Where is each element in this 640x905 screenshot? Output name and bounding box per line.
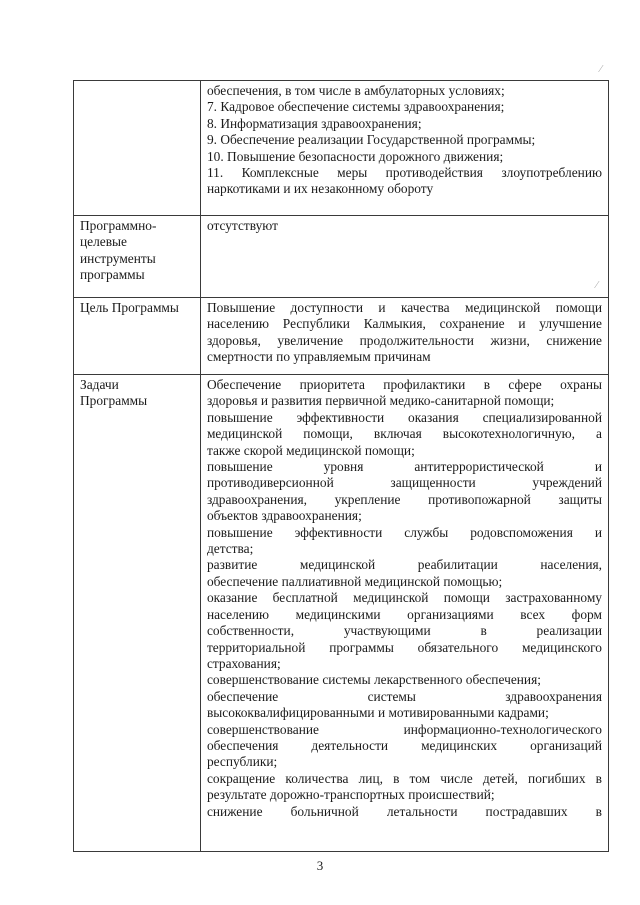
text-line: повышение эффективности службы родовспоможения и xyxy=(206,524,602,540)
text-line: наркотиками и их незаконному обороту xyxy=(206,181,434,197)
text-line: 11. Комплексные меры противодействия злоупотреблению xyxy=(206,165,602,181)
label-line: инструменты xyxy=(80,250,156,266)
text-line: противодиверсионной защищенности учреждений xyxy=(206,475,602,491)
label-line: целевые xyxy=(80,234,127,250)
text-line: обеспечения деятельности медицинских организаций xyxy=(206,737,602,753)
text-line: собственности, участвующими в реализации xyxy=(206,623,602,639)
text-line: оказание бесплатной медицинской помощи застрахованному xyxy=(206,590,602,606)
table-row xyxy=(74,216,609,298)
text-line: 9. Обеспечение реализации Государственной программы; xyxy=(206,132,536,148)
text-line: Обеспечение приоритета профилактики в сфере охраны xyxy=(206,377,602,392)
label-line: Цель Программы xyxy=(80,300,179,315)
text-line: 10. Повышение безопасности дорожного движения; xyxy=(206,148,504,164)
row-label xyxy=(74,216,201,298)
text-line: объектов здравоохранения; xyxy=(206,508,362,524)
text-line: медицинской помощи, включая высокотехнологичную, а xyxy=(206,426,602,442)
table-row xyxy=(74,375,609,852)
text-line: результате дорожно-транспортных происшествий; xyxy=(206,787,495,803)
text-line: обеспечение системы здравоохранения xyxy=(206,688,602,704)
label-line: Программы xyxy=(80,393,148,409)
text-line: снижение больничной летальности пострадавших в xyxy=(206,803,602,819)
text-line: обеспечения, в том числе в амбулаторных условиях; xyxy=(206,83,505,98)
text-line: страхования; xyxy=(206,655,281,671)
text-line: повышение эффективности оказания специализированной xyxy=(206,409,602,425)
scan-mark: ⁄ xyxy=(600,64,602,75)
text-line: повышение уровня антитеррористической и xyxy=(206,459,602,475)
text-line: обеспечение паллиативной медицинской помощью; xyxy=(206,573,503,589)
label-line: программы xyxy=(80,267,145,283)
row-label xyxy=(74,375,201,852)
label-line: Задачи xyxy=(80,377,119,392)
text-line: детства; xyxy=(206,541,254,557)
text-line: здравоохранения, укрепление противопожарной защиты xyxy=(206,491,602,507)
row-value xyxy=(200,375,608,852)
text-line: населению медицинскими организациями всех форм xyxy=(206,606,602,622)
text-line: смертности по управляемым причинам xyxy=(206,349,431,365)
scan-mark: ⁄ xyxy=(596,280,598,291)
text-line: территориальной программы обязательного медицинского xyxy=(206,639,602,655)
text-line: здоровья, увеличение продолжительности жизни, снижение xyxy=(206,332,602,348)
text-line: населению Республики Калмыкия, сохранение и улучшение xyxy=(206,316,602,332)
text-line: 8. Информатизация здравоохранения; xyxy=(206,115,422,131)
text-line: развитие медицинской реабилитации населения, xyxy=(206,557,602,573)
table-row xyxy=(74,81,609,216)
text-line: также скорой медицинской помощи; xyxy=(206,442,415,458)
text-line: высококвалифицированными и мотивированными кадрами; xyxy=(206,705,549,721)
text-line: 7. Кадровое обеспечение системы здравоохранения; xyxy=(206,99,505,115)
row-label xyxy=(74,81,201,216)
label-line: Программно- xyxy=(80,218,157,233)
program-passport-table xyxy=(73,80,609,852)
row-value xyxy=(200,216,608,298)
row-value xyxy=(200,298,608,375)
text-line: сокращение количества лиц, в том числе детей, погибших в xyxy=(206,770,602,786)
text-line: совершенствование информационно-технологического xyxy=(206,721,602,737)
page-number: 3 xyxy=(316,858,324,873)
table-row xyxy=(74,298,609,375)
row-value xyxy=(200,81,608,216)
text-line: отсутствуют xyxy=(206,218,278,233)
text-line: Повышение доступности и качества медицинской помощи xyxy=(206,300,602,315)
text-line: республики; xyxy=(206,754,278,770)
text-line: здоровья и развития первичной медико-санитарной помощи; xyxy=(206,393,555,409)
text-line: совершенствование системы лекарственного обеспечения; xyxy=(206,672,541,688)
row-label xyxy=(74,298,201,375)
